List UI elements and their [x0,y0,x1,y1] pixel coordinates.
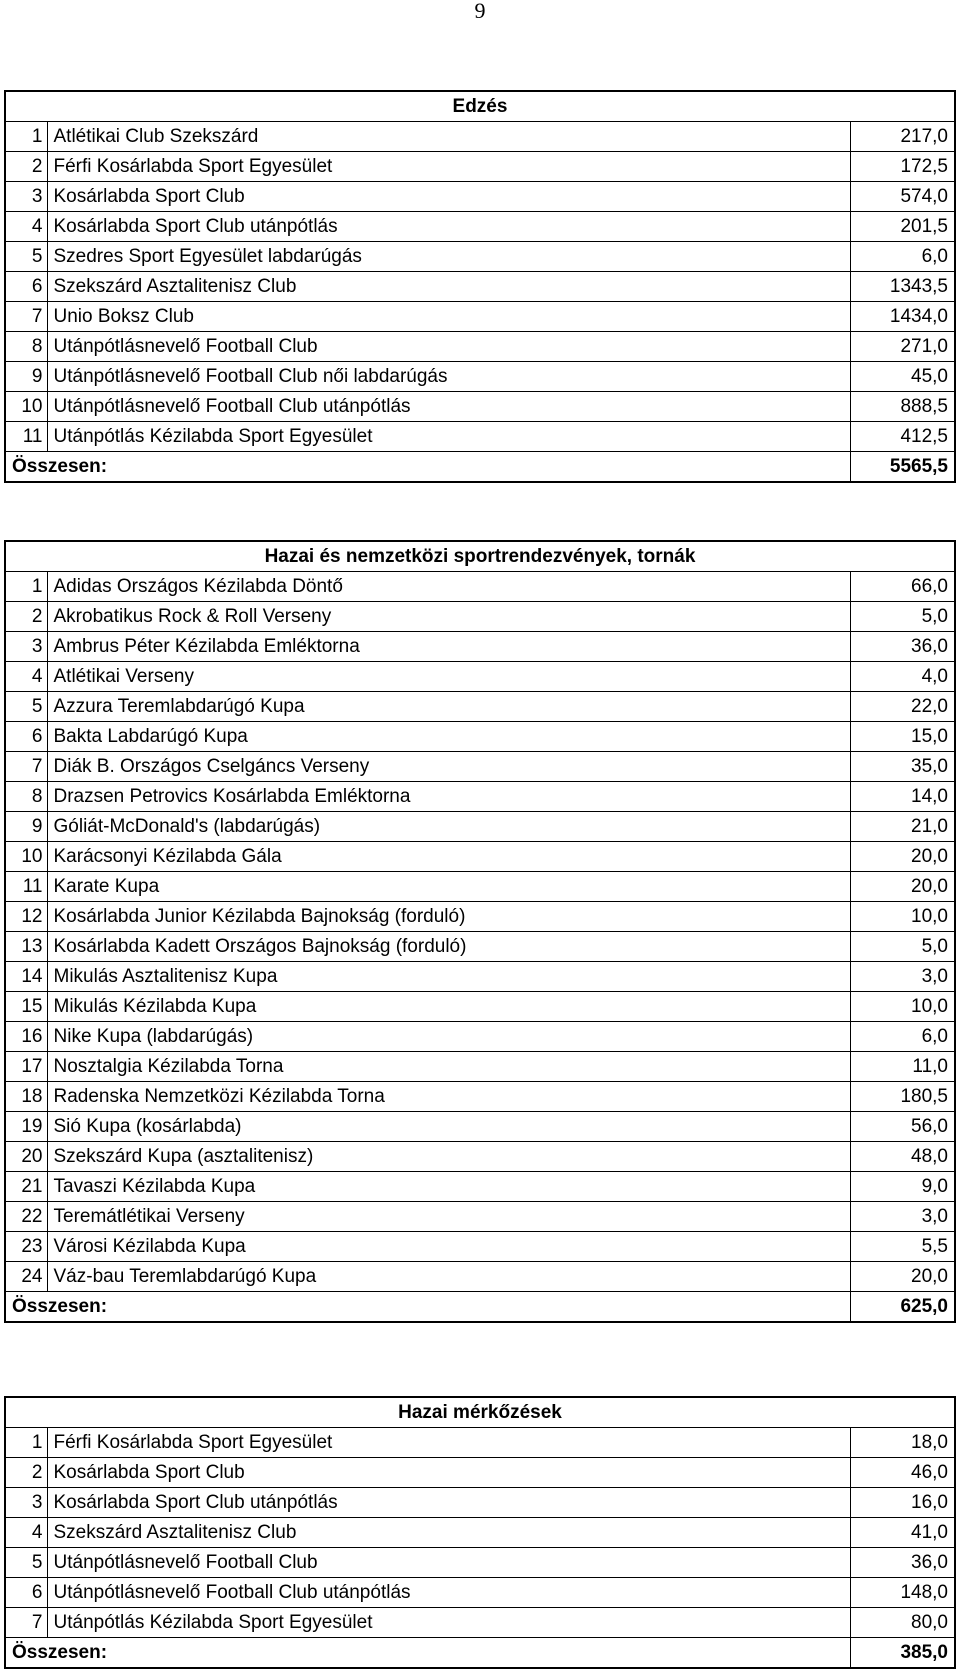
row-value: 16,0 [851,1488,955,1518]
row-number: 5 [5,692,47,722]
total-row [5,1638,955,1669]
row-number: 1 [5,1428,47,1458]
table-row [5,782,955,812]
total-value: 5565,5 [851,452,955,483]
row-value: 46,0 [851,1458,955,1488]
table-row [5,242,955,272]
row-value: 41,0 [851,1518,955,1548]
row-value: 14,0 [851,782,955,812]
row-value: 271,0 [851,332,955,362]
row-value: 148,0 [851,1578,955,1608]
row-value: 66,0 [851,572,955,602]
total-row [5,452,955,483]
row-name: Sió Kupa (kosárlabda) [47,1112,851,1142]
row-name: Mikulás Kézilabda Kupa [47,992,851,1022]
row-value: 1343,5 [851,272,955,302]
page-number: 9 [474,0,486,23]
total-value: 385,0 [851,1638,955,1669]
row-name: Azzura Teremlabdarúgó Kupa [47,692,851,722]
row-number: 4 [5,1518,47,1548]
table-row [5,572,955,602]
row-value: 36,0 [851,632,955,662]
row-number: 15 [5,992,47,1022]
row-value: 22,0 [851,692,955,722]
row-number: 1 [5,572,47,602]
row-value: 20,0 [851,1262,955,1292]
row-name: Utánpótlásnevelő Football Club [47,332,851,362]
row-number: 14 [5,962,47,992]
row-number: 4 [5,212,47,242]
row-number: 11 [5,422,47,452]
table-row [5,902,955,932]
row-number: 20 [5,1142,47,1172]
table-row [5,1022,955,1052]
table-row [5,662,955,692]
row-number: 23 [5,1232,47,1262]
table-row [5,1458,955,1488]
row-name: Utánpótlás Kézilabda Sport Egyesület [47,422,851,452]
row-number: 7 [5,1608,47,1638]
row-number: 3 [5,632,47,662]
row-value: 5,5 [851,1232,955,1262]
row-number: 6 [5,1578,47,1608]
row-value: 172,5 [851,152,955,182]
row-name: Szedres Sport Egyesület labdarúgás [47,242,851,272]
row-number: 22 [5,1202,47,1232]
table-row [5,152,955,182]
total-row [5,1292,955,1323]
table-row [5,992,955,1022]
row-number: 3 [5,1488,47,1518]
table-row [5,1428,955,1458]
row-value: 1434,0 [851,302,955,332]
row-number: 16 [5,1022,47,1052]
row-value: 180,5 [851,1082,955,1112]
table-edzes [4,90,956,483]
row-number: 18 [5,1082,47,1112]
table-row [5,1112,955,1142]
section-title: Hazai mérkőzések [5,1397,955,1428]
table-row [5,1578,955,1608]
total-label: Összesen: [5,452,851,483]
row-number: 7 [5,752,47,782]
row-name: Váz-bau Teremlabdarúgó Kupa [47,1262,851,1292]
row-number: 9 [5,812,47,842]
row-value: 888,5 [851,392,955,422]
row-number: 12 [5,902,47,932]
total-label: Összesen: [5,1638,851,1669]
row-name: Tavaszi Kézilabda Kupa [47,1172,851,1202]
table-row [5,182,955,212]
table-row [5,842,955,872]
row-number: 6 [5,722,47,752]
table-row [5,1518,955,1548]
row-value: 45,0 [851,362,955,392]
section-title: Hazai és nemzetközi sportrendezvények, tornák [5,541,955,572]
row-value: 20,0 [851,842,955,872]
table-row [5,1262,955,1292]
row-value: 20,0 [851,872,955,902]
row-number: 24 [5,1262,47,1292]
row-value: 15,0 [851,722,955,752]
row-name: Kosárlabda Sport Club utánpótlás [47,1488,851,1518]
row-value: 6,0 [851,1022,955,1052]
table-row [5,752,955,782]
row-name: Utánpótlásnevelő Football Club utánpótlás [47,1578,851,1608]
row-number: 10 [5,842,47,872]
row-number: 3 [5,182,47,212]
section-title-row [5,541,955,572]
row-value: 6,0 [851,242,955,272]
row-value: 9,0 [851,1172,955,1202]
row-number: 8 [5,332,47,362]
table-row [5,962,955,992]
row-value: 10,0 [851,992,955,1022]
row-name: Unio Boksz Club [47,302,851,332]
row-value: 11,0 [851,1052,955,1082]
table-row [5,692,955,722]
row-value: 80,0 [851,1608,955,1638]
row-name: Bakta Labdarúgó Kupa [47,722,851,752]
row-name: Atlétikai Club Szekszárd [47,122,851,152]
table-row [5,872,955,902]
row-name: Szekszárd Asztalitenisz Club [47,1518,851,1548]
row-number: 9 [5,362,47,392]
table-sportrendezvenyek [4,540,956,1323]
row-number: 1 [5,122,47,152]
table-row [5,632,955,662]
row-value: 56,0 [851,1112,955,1142]
row-name: Utánpótlás Kézilabda Sport Egyesület [47,1608,851,1638]
row-value: 5,0 [851,932,955,962]
row-value: 3,0 [851,962,955,992]
row-value: 18,0 [851,1428,955,1458]
row-name: Ambrus Péter Kézilabda Emléktorna [47,632,851,662]
table-row [5,1052,955,1082]
table-hazai-merkozesek [4,1396,956,1669]
table-row [5,1082,955,1112]
table-row [5,392,955,422]
table-row [5,812,955,842]
row-name: Kosárlabda Junior Kézilabda Bajnokság (forduló) [47,902,851,932]
row-name: Mikulás Asztalitenisz Kupa [47,962,851,992]
section-title: Edzés [5,91,955,122]
row-name: Szekszárd Asztalitenisz Club [47,272,851,302]
table-row [5,1608,955,1638]
row-number: 7 [5,302,47,332]
table-row [5,1202,955,1232]
row-name: Nike Kupa (labdarúgás) [47,1022,851,1052]
row-value: 3,0 [851,1202,955,1232]
table-row [5,362,955,392]
row-name: Utánpótlásnevelő Football Club [47,1548,851,1578]
row-value: 21,0 [851,812,955,842]
row-value: 217,0 [851,122,955,152]
row-name: Kosárlabda Sport Club utánpótlás [47,212,851,242]
table-row [5,302,955,332]
row-name: Városi Kézilabda Kupa [47,1232,851,1262]
row-number: 17 [5,1052,47,1082]
section-title-row [5,91,955,122]
row-name: Atlétikai Verseny [47,662,851,692]
section-title-row [5,1397,955,1428]
row-value: 48,0 [851,1142,955,1172]
table-row [5,1488,955,1518]
row-number: 2 [5,152,47,182]
row-name: Kosárlabda Kadett Országos Bajnokság (forduló) [47,932,851,962]
row-value: 5,0 [851,602,955,632]
row-number: 6 [5,272,47,302]
total-label: Összesen: [5,1292,851,1323]
row-number: 5 [5,1548,47,1578]
row-name: Kosárlabda Sport Club [47,182,851,212]
row-name: Radenska Nemzetközi Kézilabda Torna [47,1082,851,1112]
row-number: 5 [5,242,47,272]
row-name: Góliát-McDonald's (labdarúgás) [47,812,851,842]
row-name: Akrobatikus Rock & Roll Verseny [47,602,851,632]
row-number: 2 [5,602,47,632]
table-row [5,1548,955,1578]
row-value: 4,0 [851,662,955,692]
row-name: Utánpótlásnevelő Football Club női labdarúgás [47,362,851,392]
table-row [5,1172,955,1202]
row-value: 201,5 [851,212,955,242]
row-name: Férfi Kosárlabda Sport Egyesület [47,152,851,182]
table-row [5,602,955,632]
row-value: 35,0 [851,752,955,782]
row-value: 574,0 [851,182,955,212]
row-name: Drazsen Petrovics Kosárlabda Emléktorna [47,782,851,812]
table-row [5,212,955,242]
row-number: 21 [5,1172,47,1202]
row-number: 19 [5,1112,47,1142]
table-row [5,422,955,452]
row-value: 412,5 [851,422,955,452]
row-name: Diák B. Országos Cselgáncs Verseny [47,752,851,782]
row-value: 36,0 [851,1548,955,1578]
table-row [5,1142,955,1172]
table-row [5,122,955,152]
row-number: 10 [5,392,47,422]
row-name: Férfi Kosárlabda Sport Egyesület [47,1428,851,1458]
row-number: 11 [5,872,47,902]
table-row [5,932,955,962]
row-number: 8 [5,782,47,812]
total-value: 625,0 [851,1292,955,1323]
row-name: Kosárlabda Sport Club [47,1458,851,1488]
row-name: Adidas Országos Kézilabda Döntő [47,572,851,602]
row-name: Karácsonyi Kézilabda Gála [47,842,851,872]
table-row [5,332,955,362]
table-row [5,272,955,302]
row-value: 10,0 [851,902,955,932]
row-name: Szekszárd Kupa (asztalitenisz) [47,1142,851,1172]
row-name: Karate Kupa [47,872,851,902]
row-number: 2 [5,1458,47,1488]
row-name: Nosztalgia Kézilabda Torna [47,1052,851,1082]
table-row [5,722,955,752]
row-number: 13 [5,932,47,962]
table-row [5,1232,955,1262]
row-number: 4 [5,662,47,692]
row-name: Utánpótlásnevelő Football Club utánpótlás [47,392,851,422]
row-name: Teremátlétikai Verseny [47,1202,851,1232]
